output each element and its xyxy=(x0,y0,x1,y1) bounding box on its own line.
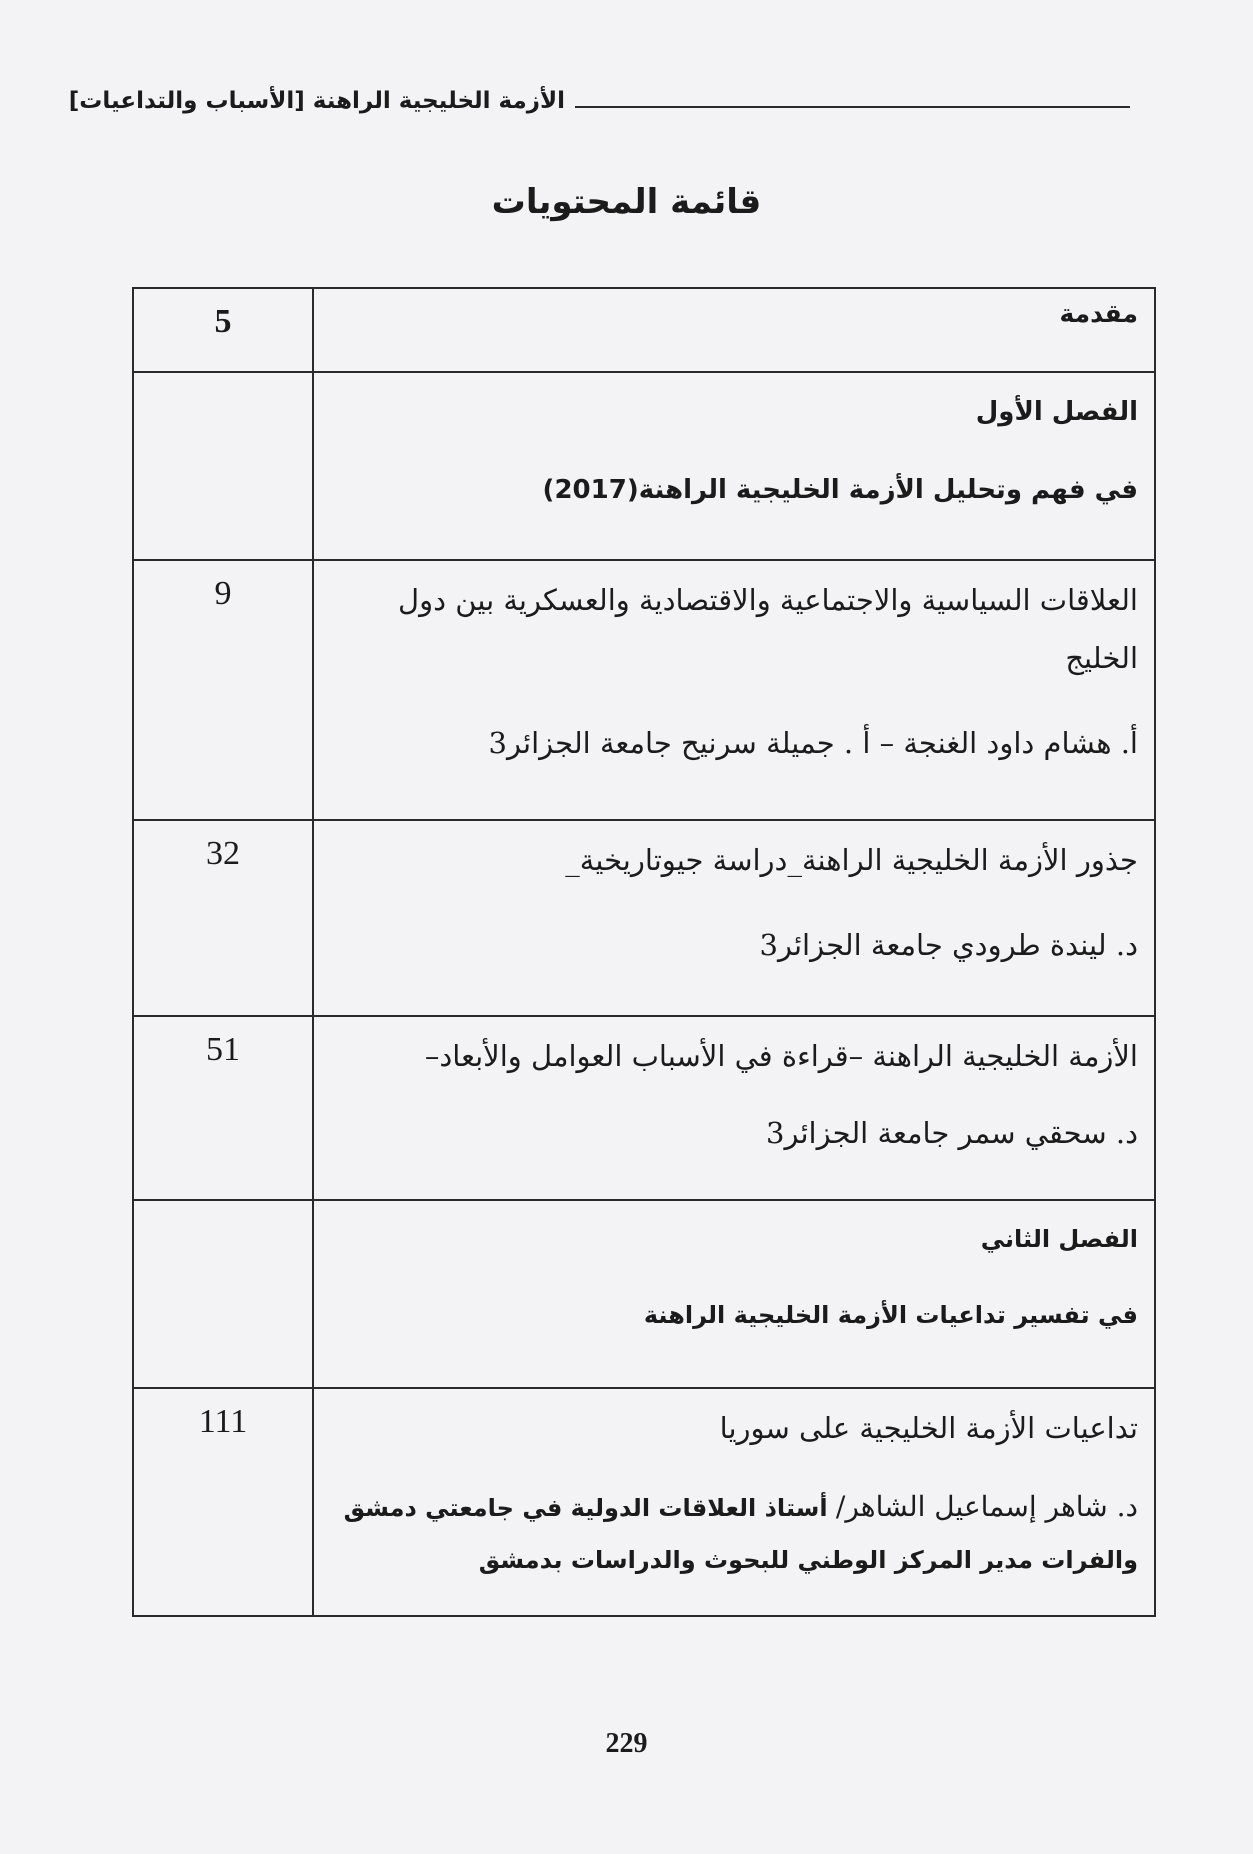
entry-author: د. سحقي سمر جامعة الجزائر3 xyxy=(766,1116,1138,1150)
entry-title: تداعيات الأزمة الخليجية على سوريا xyxy=(719,1411,1138,1445)
intro-label: مقدمة xyxy=(1059,299,1138,328)
chapter1-subtitle: في فهم وتحليل الأزمة الخليجية الراهنة(2017) xyxy=(542,475,1138,505)
toc-entry-cell xyxy=(313,560,1155,820)
intro-page-number: 5 xyxy=(133,288,313,372)
entry-page-number: 51 xyxy=(133,1016,313,1200)
toc-entry-cell xyxy=(313,288,1155,372)
entry-author-affiliation: أستاذ العلاقات الدولية في جامعتي دمشق والفرات مدير المركز الوطني للبحوث والدراسات بدمشق xyxy=(343,1494,1138,1574)
toc-row-entry xyxy=(133,820,1155,1016)
toc-entry-cell xyxy=(313,820,1155,1016)
entry-title: العلاقات السياسية والاجتماعية والاقتصادية والعسكرية بين دول الخليج xyxy=(398,583,1138,675)
toc-row-entry xyxy=(133,560,1155,820)
entry-title: جذور الأزمة الخليجية الراهنة_دراسة جيوتاريخية_ xyxy=(565,843,1138,877)
chapter1-cell xyxy=(313,372,1155,560)
entry-page-number: 32 xyxy=(133,820,313,1016)
chapter2-page-cell xyxy=(133,1200,313,1388)
entry-author xyxy=(330,1481,1138,1586)
running-head-rule xyxy=(575,106,1130,108)
chapter2-cell xyxy=(313,1200,1155,1388)
chapter2-label: الفصل الثاني xyxy=(980,1225,1138,1253)
chapter1-page-cell xyxy=(133,372,313,560)
entry-author: د. ليندة طرودي جامعة الجزائر3 xyxy=(759,928,1138,962)
entry-author: أ. هشام داود الغنجة – أ . جميلة سرنيح جامعة الجزائر3 xyxy=(488,726,1138,760)
chapter1-label: الفصل الأول xyxy=(975,397,1138,427)
entry-title: الأزمة الخليجية الراهنة –قراءة في الأسباب العوامل والأبعاد– xyxy=(424,1039,1138,1073)
toc-row-chapter1 xyxy=(133,372,1155,560)
running-head-title: الأزمة الخليجية الراهنة [الأسباب والتداعيات] xyxy=(68,88,565,114)
toc-row-entry xyxy=(133,1388,1155,1616)
toc-entry-cell xyxy=(313,1016,1155,1200)
toc-title: قائمة المحتويات xyxy=(491,182,762,222)
toc-row-intro xyxy=(133,288,1155,372)
entry-page-number: 9 xyxy=(133,560,313,820)
entry-author-prefix: د. شاهر إسماعيل الشاهر/ xyxy=(835,1490,1138,1523)
toc-row-chapter2 xyxy=(133,1200,1155,1388)
toc-entry-cell xyxy=(313,1388,1155,1616)
page-number: 229 xyxy=(605,1728,648,1759)
toc-row-entry xyxy=(133,1016,1155,1200)
entry-page-number: 111 xyxy=(133,1388,313,1616)
toc-table xyxy=(132,287,1156,1617)
running-head xyxy=(68,88,1130,128)
chapter2-subtitle: في تفسير تداعيات الأزمة الخليجية الراهنة xyxy=(643,1301,1138,1329)
